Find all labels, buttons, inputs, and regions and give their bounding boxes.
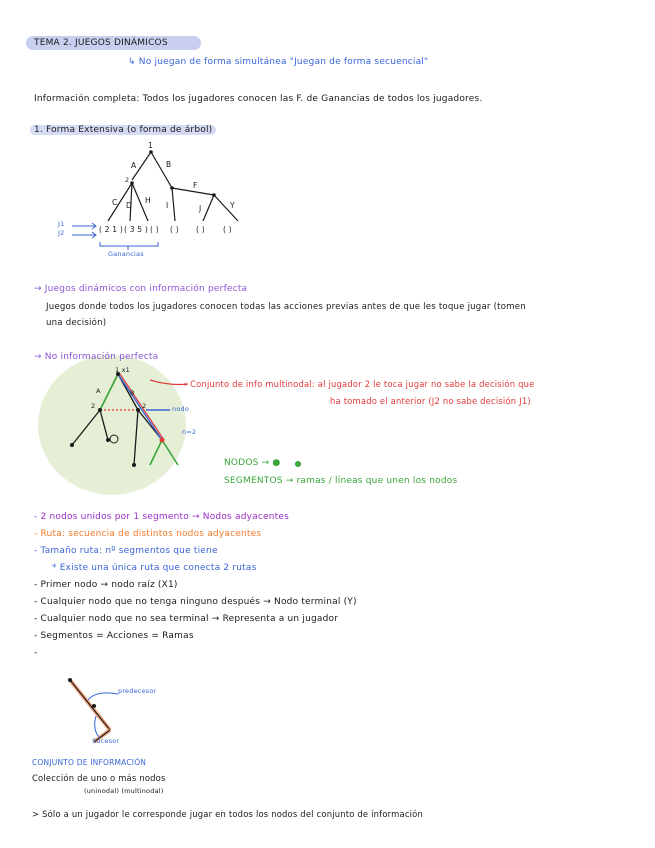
bullet-primer-nodo: - Primer nodo → nodo raíz (X1): [34, 580, 178, 590]
tree-label-A: A: [131, 161, 137, 170]
bullet-ruta: - Ruta: secuencia de distintos nodos adyacentes: [34, 529, 262, 539]
no-perfecta-heading: → No información perfecta: [34, 352, 159, 362]
player-j1-label: J1: [58, 220, 65, 228]
n2-annotation: n=2: [182, 428, 197, 436]
tree2-player2-right: 2: [142, 402, 147, 410]
payoff-empty-5: ( ): [196, 225, 205, 234]
tree-label-H: H: [145, 196, 151, 205]
bullet-nodos-adyacentes: - 2 nodos unidos por 1 segmento → Nodos adyacentes: [34, 512, 289, 522]
page-title: TEMA 2. JUEGOS DINÁMICOS: [34, 38, 168, 48]
bullet-segmentos: - Segmentos = Acciones = Ramas: [34, 631, 194, 641]
bullet-no-terminal: - Cualquier nodo que no sea terminal → Representa a un jugador: [34, 614, 339, 624]
payoff-empty-4: ( ): [170, 225, 179, 234]
nodo-annotation: nodo: [172, 405, 189, 413]
payoff-2: ( 3 5 ): [124, 225, 148, 234]
tree-label-D: D: [126, 201, 132, 210]
segmentos-legend: SEGMENTOS → ramas / líneas que unen los nodos: [224, 476, 458, 486]
tree-label-C: C: [112, 198, 118, 207]
predecesor-label: predecesor: [118, 687, 157, 695]
tree2-root-label: 1 x1: [115, 366, 130, 374]
tree-label-B: B: [166, 160, 172, 169]
section1-heading: 1. Forma Extensiva (o forma de árbol): [30, 125, 216, 135]
conjunto-multinodal-line1: → Conjunto de info multinodal: al jugador 2 le toca jugar no sabe la decisión que: [180, 379, 535, 389]
tree2-label-B: B: [130, 389, 135, 397]
subtitle: ↳ No juegan de forma simultánea "Juegan de forma secuencial": [128, 57, 429, 67]
perfecta-heading: → Juegos dinámicos con información perfecta: [34, 284, 248, 294]
tree-player-2-label: 2: [125, 176, 130, 184]
payoff-1: ( 2 1 ): [99, 225, 123, 234]
payoff-empty-3: ( ): [150, 225, 159, 234]
perfecta-line1: Juegos donde todos los jugadores conocen todas las acciones previas antes de que les toque jugar (tomen: [46, 302, 526, 312]
conjunto-heading: CONJUNTO DE INFORMACIÓN: [32, 758, 147, 767]
bullet-nodo-terminal: - Cualquier nodo que no tenga ninguno después → Nodo terminal (Y): [34, 597, 357, 607]
bullet-tamano-ruta: - Tamaño ruta: nº segmentos que tiene: [34, 546, 218, 556]
perfecta-line2: una decisión): [46, 318, 107, 328]
player-j2-label: J2: [58, 229, 65, 237]
payoff-empty-6: ( ): [223, 225, 232, 234]
tree-label-I: I: [166, 201, 169, 210]
tree-root-label: 1: [148, 141, 153, 150]
sucesor-label: Sucesor: [92, 737, 120, 745]
bullet-empty: -: [34, 648, 38, 658]
tree2-label-A: A: [96, 387, 101, 395]
tree-label-Y: Y: [230, 201, 235, 210]
ganancias-label: Ganancias: [108, 250, 144, 258]
conjunto-line3: > Sólo a un jugador le corresponde jugar en todos los nodos del conjunto de información: [32, 809, 424, 819]
conjunto-multinodal-line2: ha tomado el anterior (J2 no sabe decisión J1): [330, 396, 531, 406]
bullet-unica-ruta: * Existe una única ruta que conecta 2 rutas: [52, 563, 257, 573]
conjunto-line2: (uninodal) (multinodal): [84, 787, 164, 795]
info-completa-definition: Información completa: Todos los jugadores conocen las F. de Ganancias de todos los jugadores.: [34, 94, 483, 104]
tree2-player2-left: 2: [91, 402, 96, 410]
tree-label-F: F: [193, 181, 198, 190]
conjunto-line1: Colección de uno o más nodos: [32, 773, 166, 783]
tree-label-J: J: [199, 204, 202, 213]
nodos-legend: NODOS → ●: [224, 458, 281, 468]
